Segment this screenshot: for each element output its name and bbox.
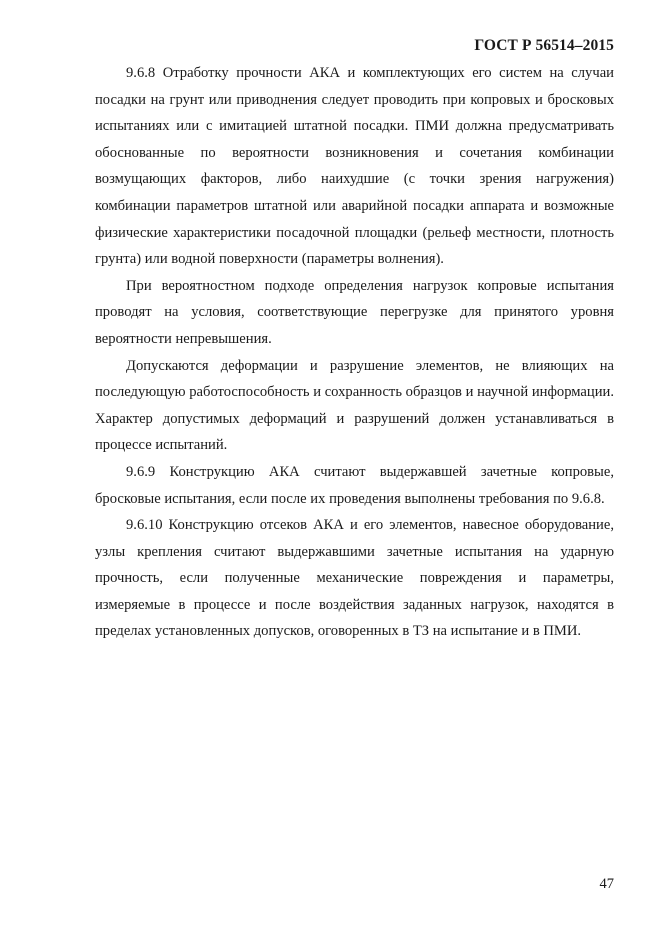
paragraph-9-6-9: 9.6.9 Конструкцию АКА считают выдержавшей зачетные копровые, бросковые испытания, если после их проведения выполнены требования по 9.6.8. xyxy=(95,463,614,507)
document-standard-code: ГОСТ Р 56514–2015 xyxy=(474,37,614,54)
paragraph-9-6-10: 9.6.10 Конструкцию отсеков АКА и его элементов, навесное оборудование, узлы крепления считают выдержавшими зачетные испытания на ударную прочность, если полученные механические повреждения и параметры, измеряемые в процессе и после воздействия заданных нагрузок, находятся в пределах установленных допусков, оговоренных в ТЗ на испытание и в ПМИ. xyxy=(95,517,614,640)
paragraph-allowed-deformations: Допускаются деформации и разрушение элементов, не влияющих на последующую работоспособность и сохранность образцов и научной информации. Характер допустимых деформаций и разрушений должен устанавливаться в процессе испытаний. xyxy=(95,357,614,454)
paragraph-probabilistic-approach: При вероятностном подходе определения нагрузок копровые испытания проводят на условия, соответствующие перегрузке для принятого уровня вероятности непревышения. xyxy=(95,277,614,347)
document-body xyxy=(95,60,614,645)
page-number: 47 xyxy=(599,876,614,892)
paragraph-9-6-8: 9.6.8 Отработку прочности АКА и комплектующих его систем на случаи посадки на грунт или приводнения следует проводить при копровых и бросковых испытаниях или с имитацией штатной посадки. ПМИ должна предусматривать обоснованные по вероятности возникновения и сочетания комбинации возмущающих факторов, либо наихудшие (с точки зрения нагружения) комбинации параметров штатной или аварийной посадки аппарата и возможные физические характеристики посадочной площадки (рельеф местности, плотность грунта) или водной поверхности (параметры волнения). xyxy=(95,65,614,268)
